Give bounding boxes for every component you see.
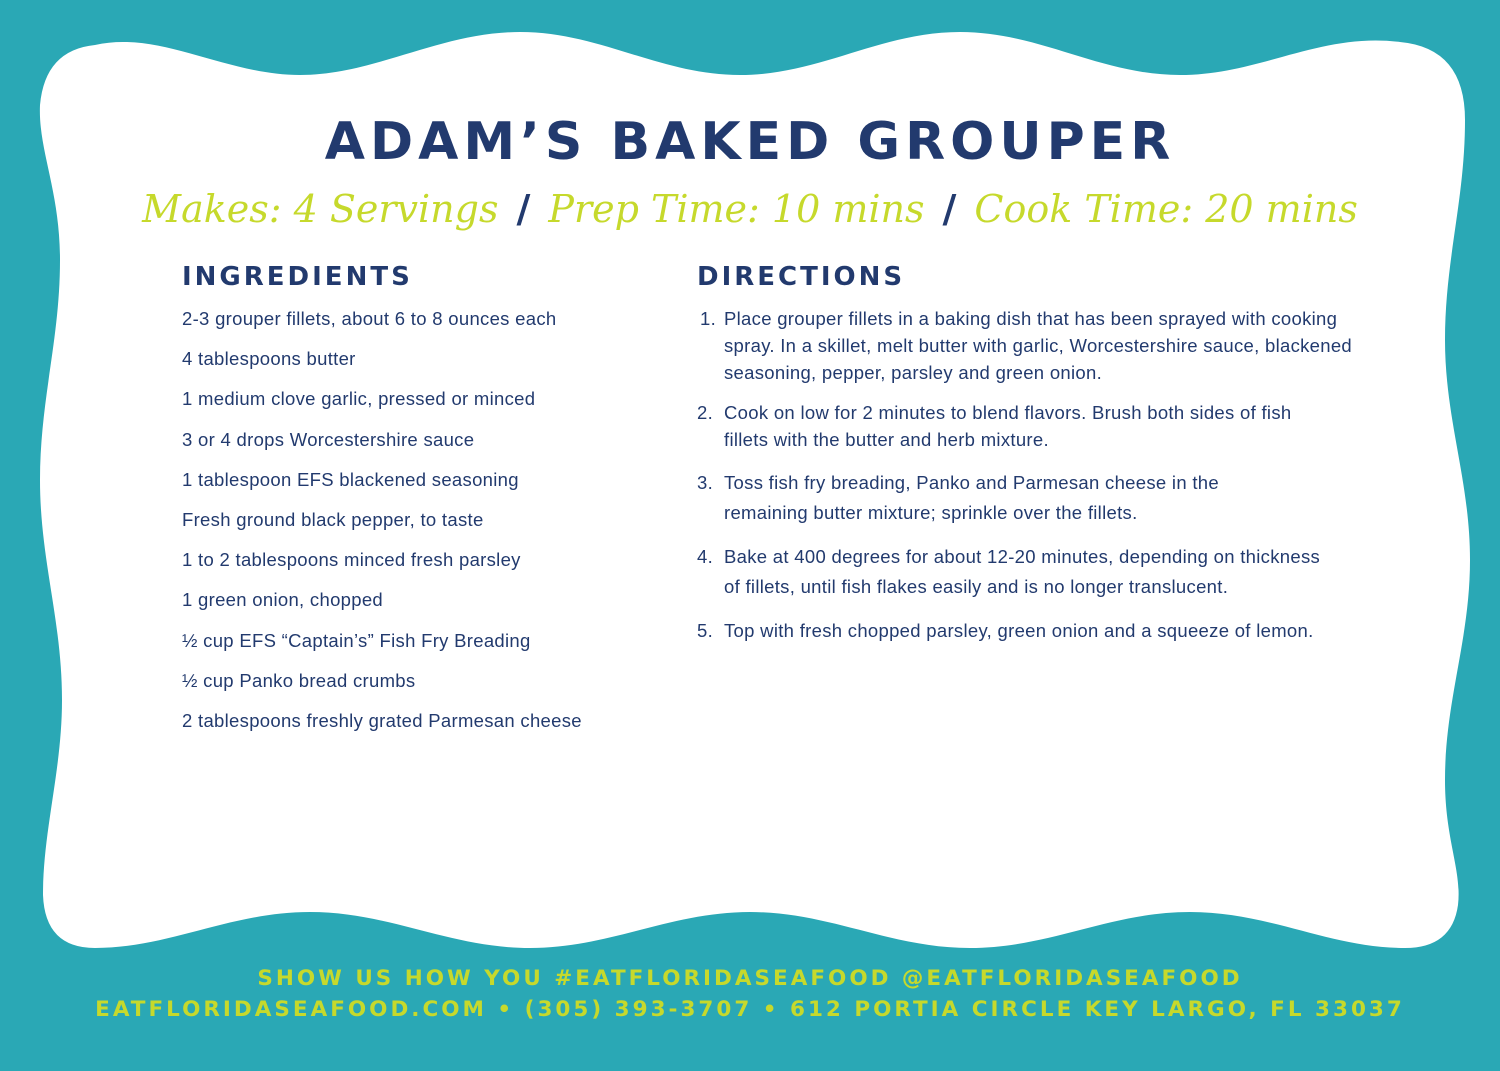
ingredient-item: 4 tablespoons butter [182, 348, 356, 370]
cook-time-text: Cook Time: 20 mins [974, 187, 1358, 231]
step-text: Place grouper fillets in a baking dish that has been sprayed with cooking spray. In a skillet, melt butter with garlic, Worcestershire sauce, blackened seasoning, pepper, parsley and green onion. [724, 308, 1353, 383]
ingredient-item: ½ cup Panko bread crumbs [182, 669, 416, 691]
ingredient-item: 1 to 2 tablespoons minced fresh parsley [182, 549, 521, 571]
direction-step [697, 616, 1377, 646]
meta-separator: / [942, 186, 957, 231]
recipe-meta [0, 186, 1500, 231]
directions-list [697, 305, 1377, 646]
social-footer: SHOW US HOW YOU #EATFLORIDASEAFOOD @EATFLORIDASEAFOOD [257, 966, 1243, 991]
prep-time-text: Prep Time: 10 mins [548, 187, 925, 231]
ingredient-item: ½ cup EFS “Captain’s” Fish Fry Breading [182, 629, 531, 651]
step-number: 2. [697, 402, 714, 423]
step-text: Bake at 400 degrees for about 12-20 minutes, depending on thickness of fillets, until fish flakes easily and is no longer translucent. [724, 546, 1321, 597]
step-text: Cook on low for 2 minutes to blend flavors. Brush both sides of fish fillets with the butter and herb mixture. [724, 402, 1292, 450]
direction-step [697, 542, 1377, 602]
ingredient-item: 1 tablespoon EFS blackened seasoning [182, 468, 519, 490]
step-text: Top with fresh chopped parsley, green onion and a squeeze of lemon. [724, 620, 1314, 641]
ingredient-item: 2-3 grouper fillets, about 6 to 8 ounces each [182, 308, 557, 329]
servings-text: Makes: 4 Servings [142, 187, 499, 231]
ingredients-list [182, 305, 672, 747]
direction-step [697, 399, 1377, 453]
ingredient-item: Fresh ground black pepper, to taste [182, 508, 484, 530]
direction-step [697, 305, 1377, 386]
ingredient-item: 3 or 4 drops Worcestershire sauce [182, 428, 475, 450]
step-number: 4. [697, 546, 714, 567]
ingredients-heading: INGREDIENTS [182, 262, 413, 292]
ingredient-item: 1 green onion, chopped [182, 589, 384, 611]
step-text: Toss fish fry breading, Panko and Parmesan cheese in the remaining butter mixture; sprinkle over the fillets. [724, 472, 1219, 523]
recipe-title: ADAM’S BAKED GROUPER [324, 112, 1176, 172]
ingredient-item: 1 medium clove garlic, pressed or minced [182, 388, 536, 410]
ingredient-item: 2 tablespoons freshly grated Parmesan cheese [182, 709, 582, 731]
step-number: 3. [697, 472, 714, 493]
direction-step [697, 468, 1377, 528]
step-number: 1. [700, 308, 717, 329]
contact-footer: EATFLORIDASEAFOOD.COM • (305) 393-3707 • 612 PORTIA CIRCLE KEY LARGO, FL 33037 [95, 997, 1405, 1022]
meta-separator: / [516, 186, 531, 231]
directions-heading: DIRECTIONS [697, 262, 906, 292]
step-number: 5. [697, 620, 714, 641]
